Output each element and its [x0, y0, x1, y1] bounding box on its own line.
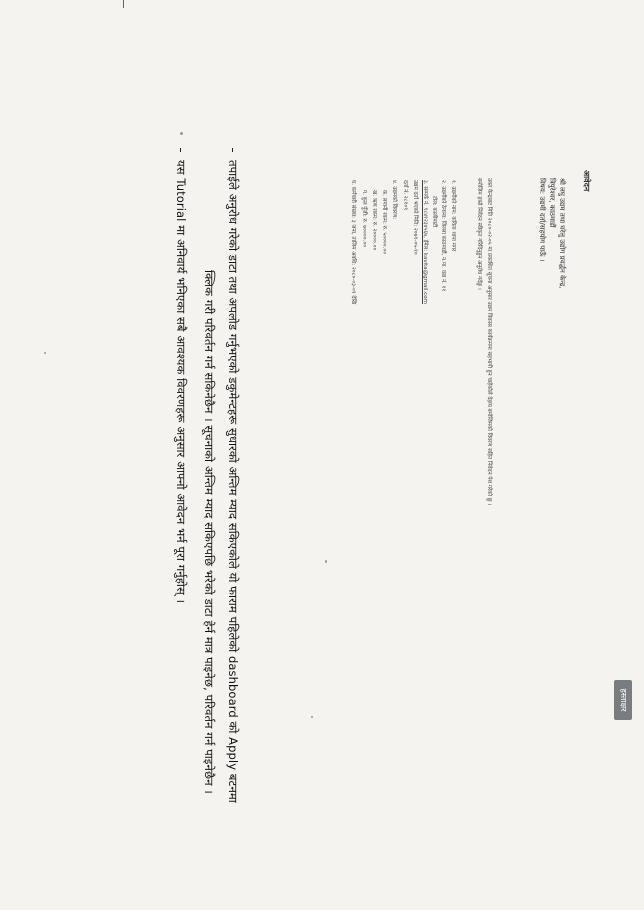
body-paragraph-line-2: बमोजिम हाम्रो निवेदन स्वीकृत गरिदिनुहुन अनुरोध गर्दछु । [476, 178, 482, 290]
detail-item-tole: टोल: कालीमाटी [431, 196, 437, 228]
detail-item-registration-date: उद्यम दर्ता भएको मिति: २०७९-०५-१० [412, 180, 418, 255]
detail-item-business-heading: ४. उद्यमको विवरण: [391, 180, 397, 220]
detail-item-address: २. उद्यमीको ठेगाना: जिल्ला काठमाडौं, न.पा. वडा नं. ११ [440, 180, 446, 292]
scan-speck [325, 560, 327, 563]
sign-button[interactable]: हस्ताक्षर [614, 680, 632, 720]
detail-item-contact: ३. सम्पर्क नं. ९८४१२३४५६७, ईमेल: kavita@gmail.com [422, 180, 428, 304]
address-line-1: श्री लघु उद्यम तथा घरेलु उद्योग प्रवर्द्धन केन्द्र, [558, 178, 566, 289]
notice-line-3: यस Tutorial मा अनिवार्य भनिएका सबै आवश्यक विवरणहरू अनुसार आफ्नो आवेदन भर्न पूरा गर्नुहोस् । [174, 160, 188, 604]
detail-item-registration-number: दर्ता नं. २८१०९ [402, 180, 408, 211]
scan-speck [180, 132, 183, 135]
notice-line-2: क्लिक गरी परिवर्तन गर्न सकिनेछैन । सूचनाको अन्तिम म्याद सकिएपछि भरेको डाटा हेर्न मात्र पाइनेछ, परिवर्तन गर्न पाइनेछैन । [202, 270, 216, 794]
bullet-dash-icon [232, 148, 233, 152]
scan-speck [311, 716, 313, 718]
detail-item-loan: ख. ऋण रकम: रु. २००००.०० [371, 190, 377, 251]
bullet-dash-icon [180, 148, 181, 152]
scan-speck [44, 352, 46, 354]
detail-item-capital: ग. कुल पुँजी: रु. ७००००.०० [361, 190, 367, 248]
notice-line-1: तपाईले अनुरोध गरेको डाटा तथा अपलोड गर्नुभएको डकुमेन्टहरू सुधारको अन्तिम म्याद सकिएकोले यो फाराम पहिलेको dashboard को Apply बटनमा [226, 160, 240, 803]
document-title: आवेदन [582, 170, 591, 192]
body-paragraph-line-1: उक्त केन्द्रबाट मिति २०८०-०२-०५ मा प्रकाशित सूचना अनुसार उद्यम विकास कार्यक्रममा सहभागी हुन चाहेकोले देहाय बमोजिमको विवरण सहित निवेदन पेश गरेको छु । [486, 178, 492, 506]
detail-item-name: १. उद्यमीको नाम: कविता थापा मगर [450, 180, 456, 252]
subject-line: विषय: उद्यमी दर्ता/सहयोग पाऊँ । [538, 178, 546, 262]
detail-item-investment: क. लगानी रकम: रु. ५००००.०० [381, 190, 387, 255]
detail-item-staff: घ. कर्मचारी संख्या: ३ जना, तालिम अवधि: २०८०-०३-०१ देखि [350, 180, 356, 305]
address-line-2: त्रिपुरेश्वर, काठमाडौं [548, 178, 556, 228]
